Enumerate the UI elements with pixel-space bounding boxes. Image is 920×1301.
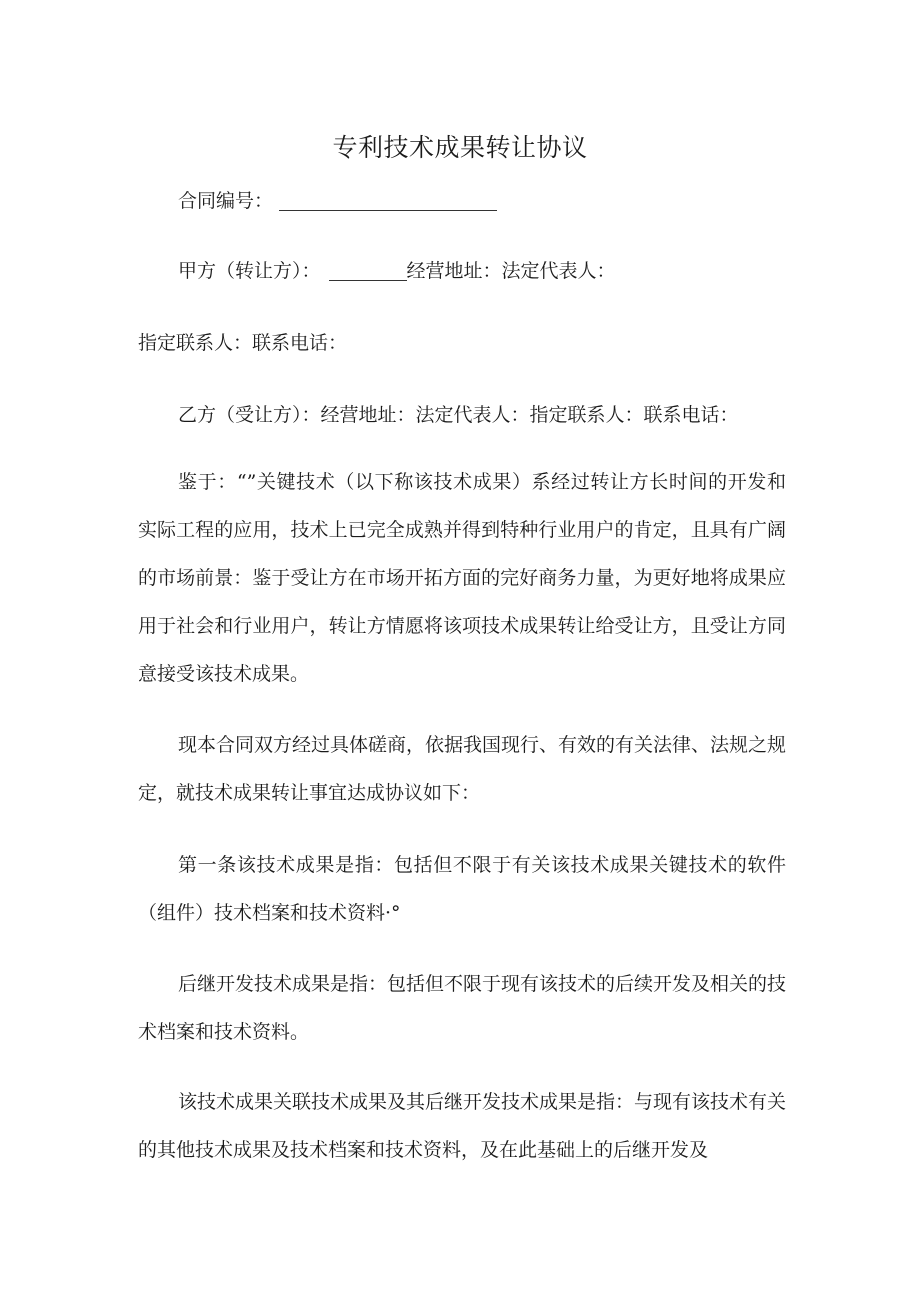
party-a-contact-line: 指定联系人：联系电话： [138,332,348,354]
party-a-address-representative: 经营地址：法定代表人： [406,260,616,282]
party-b-line: 乙方（受让方）：经营地址：法定代表人：指定联系人：联系电话： [178,404,739,426]
party-a-label: 甲方（转让方）： [178,260,321,282]
contract-number-blank[interactable] [279,190,497,211]
paragraph-recitals: 鉴于：“”关键技术（以下称该技术成果）系经过转让方长时间的开发和实际工程的应用，技术上已完全成熟并得到特种行业用户的肯定，且具有广阔的市场前景：鉴于受让方在市场开拓方面的完好商务力量，为更好地将成果应用于社会和行业用户，转让方情愿将该项技术成果转让给受让方，且受让方同意接受该技术成果。 [138,471,786,685]
paragraph-article-1: 第一条该技术成果是指：包括但不限于有关该技术成果关键技术的软件（组件）技术档案和技术资料·° [138,854,786,924]
paragraph-agreement-intro: 现本合同双方经过具体磋商，依据我国现行、有效的有关法律、法规之规定，就技术成果转让事宜达成协议如下： [138,734,787,804]
paragraph-related-technology: 该技术成果关联技术成果及其后继开发技术成果是指：与现有该技术有关的其他技术成果及技术档案和技术资料，及在此基础上的后继开发及 [138,1091,787,1161]
document-title: 专利技术成果转让协议 [332,133,588,162]
party-a-line [138,252,826,290]
contract-number-label: 合同编号： [178,190,274,212]
paragraph-follow-up-development: 后继开发技术成果是指：包括但不限于现有该技术的后续开发及相关的技术档案和技术资料。 [138,973,787,1043]
party-a-name-blank[interactable] [329,260,407,281]
contract-number-line [138,182,826,220]
